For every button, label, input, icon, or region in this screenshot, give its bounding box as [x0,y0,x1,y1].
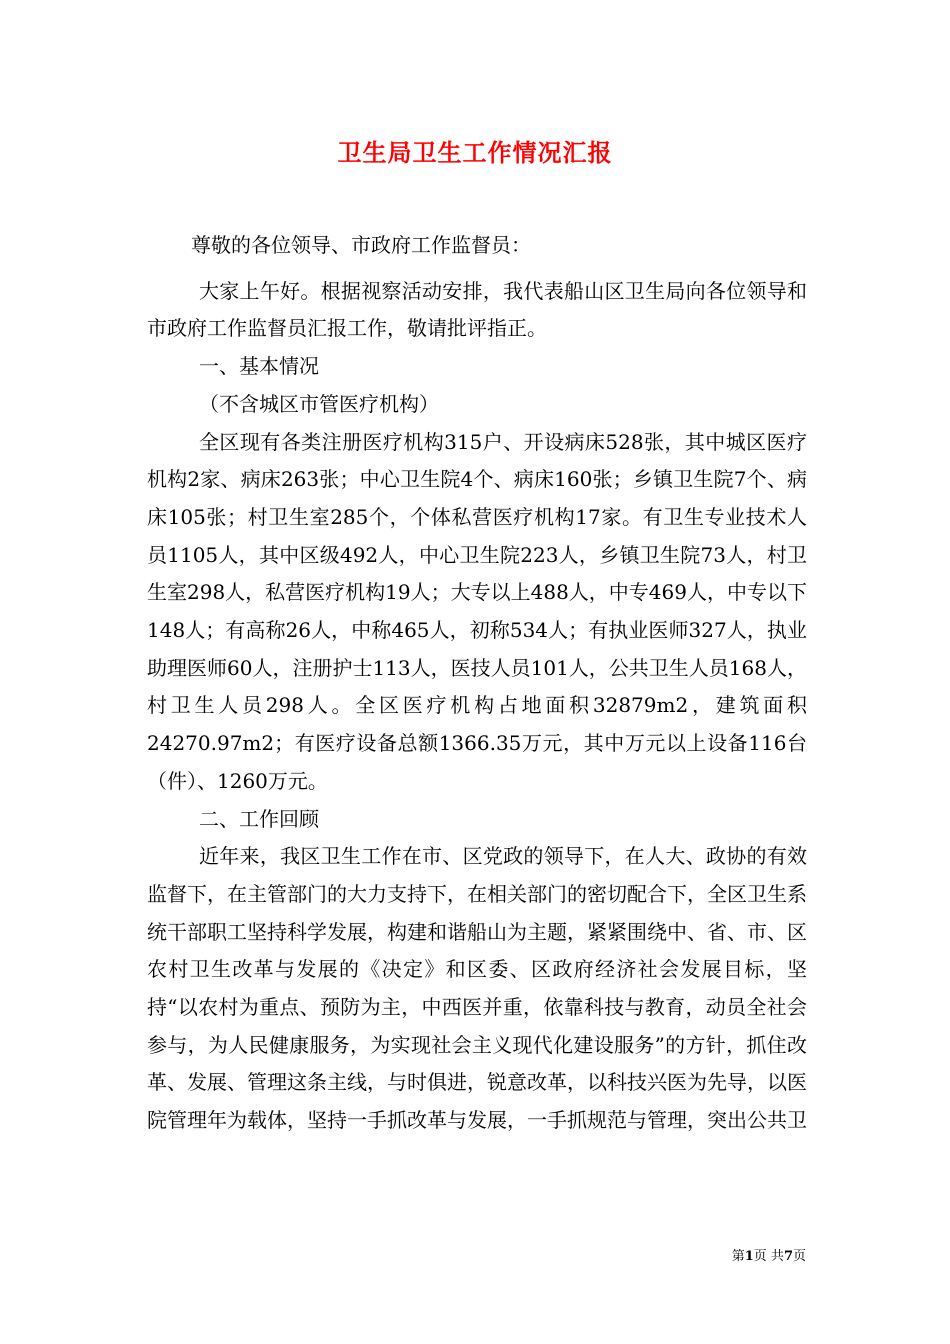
paragraph-review: 近年来，我区卫生工作在市、区党政的领导下，在人大、政协的有效监督下，在主管部门的大力支持下，在相关部门的密切配合下，全区卫生系统干部职工坚持科学发展，构建和谐船山为主题，紧紧围绕中、省、市、区农村卫生改革与发展的《决定》和区委、区政府经济社会发展目标，坚持“以农村为重点、预防为主，中西医并重，依靠科技与教育，动员全社会参与，为人民健康服务，为实现社会主义现代化建设服务”的方针，抓住改革、发展、管理这条主线，与时俱进，锐意改革，以科技兴医为先导，以医院管理年为载体，坚持一手抓改革与发展，一手抓规范与管理，突出公共卫 [147,844,807,1133]
page-number-footer [732,1245,806,1264]
footer-prefix: 第 [731,1249,745,1264]
paragraph-intro: 大家上午好。根据视察活动安排，我代表船山区卫生局向各位领导和市政府工作监督员汇报工作，敬请批评指正。 [147,278,807,341]
footer-total-pages: 7 [783,1249,793,1264]
document-title: 卫生局卫生工作情况汇报 [337,138,613,167]
section-note: （不含城区市管医疗机构） [199,391,439,416]
footer-current-page: 1 [744,1249,754,1264]
section-heading-review: 二、工作回顾 [199,806,319,831]
document-body [147,227,807,1140]
salutation: 尊敬的各位领导、市政府工作监督员： [191,233,531,257]
paragraph-statistics: 全区现有各类注册医疗机构315户、开设病床528张，其中城区医疗机构2家、病床263张；中心卫生院4个、病床160张；乡镇卫生院7个、病床105张；村卫生室285个，个体私营医疗机构17家。有卫生专业技术人员1105人，其中区级492人，中心卫生院223人，乡镇卫生院73人，村卫生室298人，私营医疗机构19人；大专以上488人，中专469人，中专以下148人；有高称26人，中称465人，初称534人；有执业医师327人，执业助理医师60人，注册护士113人，医技人员101人，公共卫生人员168人，村卫生人员298人。全区医疗机构占地面积32879m2，建筑面积24270.97m2；有医疗设备总额1366.35万元，其中万元以上设备116台（件）、1260万元。 [147,429,807,793]
footer-middle: 页 共 [753,1249,784,1264]
section-heading-basic: 一、基本情况 [199,354,319,379]
footer-suffix: 页 [792,1249,806,1264]
